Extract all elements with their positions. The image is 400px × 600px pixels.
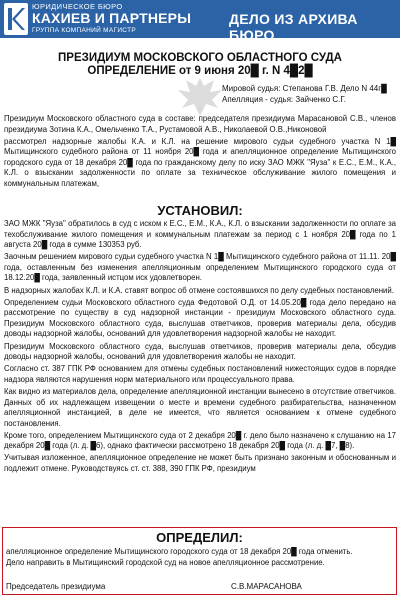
signature-title: Председатель президиума: [6, 582, 106, 591]
body-paragraph: Учитывая изложенное, апелляционное определение не может быть признано законным и обоснованным и подлежит отмене. Руководствуясь ст. ст. 388, 390 ГПК РФ, президиум: [4, 453, 396, 474]
ustanovil-heading: УСТАНОВИЛ:: [157, 203, 243, 218]
body-paragraph: Президиум Московского областного суда, выслушав ответчиков, проверив материалы дела, обсудив доводы надзорной жалобы, оснований для удовлетворения жалобы не находит.: [4, 341, 396, 362]
body-paragraph: Определением судьи Московского областного суда Федотовой О.Д. от 14.05.20█ года дело передано на рассмотрение по существу в суд надзорной инстанции - президиум Московского областного суда. Президиум Московского областного суда, выслушав ответчиков, проверив материалы дела, обсудив доводы надзорной жалобы, оснований для удовлетворения надзорной жалобы не находит.: [4, 297, 396, 339]
intro-paragraph: Президиум Московского областного суда в составе: председателя президиума Марасановой С.В., членов президиума Зотина К.А., Омельченко Т.А., Рустамовой А.В., Николаевой О.В.,Никоновой: [4, 114, 396, 134]
appeal-judge-line: Апелляция - судья: Зайченко С.Г.: [222, 95, 346, 104]
magistrate-judge-line: Мировой судья: Степанова Г.В. Дело N 44г█: [222, 84, 387, 93]
decision-text: [6, 547, 394, 568]
body-paragraph: ЗАО МЖК "Яуза" обратилось в суд с иском к Е.С., Е.М., К.А., К.Л. о взыскании задолженности по оплате за техобслуживание жилого помещения и коммунальным платежам за период с 1 ноября 20█ года по 1 августа 20█ года в сумме 130353 руб.: [4, 219, 396, 250]
header-banner: [0, 0, 400, 43]
body-paragraph: Согласно ст. 387 ГПК РФ основанием для отмены судебных постановлений нижестоящих судов в порядке надзора являются нарушения норм материального или процессуального права.: [4, 364, 396, 384]
firm-subtitle: ЮРИДИЧЕСКОЕ БЮРО: [32, 2, 123, 11]
body-paragraph: Кроме того, определением Мытищинского суда от 2 декабря 20█ г. дело было назначено к слушанию на 17 декабря 20█ года (л. д. █6), однако фактически рассмотрено 18 декабря 20█ года (л. д. █7, █8).: [4, 430, 396, 451]
archive-label: ДЕЛО ИЗ АРХИВА БЮРО: [229, 11, 358, 43]
decision-box: [2, 527, 397, 595]
firm-group: ГРУППА КОМПАНИЙ МАГИСТР: [32, 27, 136, 34]
opredelil-heading: ОПРЕДЕЛИЛ:: [156, 530, 243, 545]
firm-name: КАХИЕВ И ПАРТНЕРЫ: [32, 10, 192, 26]
body-paragraph: Заочным решением мирового судьи судебного участка N 1█ Мытищинского судебного района от 11.11. 20█ года, оставленным без изменения апелляционным определением Мытищинского городского суда от 18.12.20█ года, заявленный истцом иск удовлетворен.: [4, 252, 396, 283]
intro-paragraph: рассмотрел надзорные жалобы К.А. и К.Л. на решение мирового судьи судебного участка N 1█ Мытищинского судебного района от 11 ноября 20█ года и апелляционное определение Мытищинского городского суда от 18 декабря 20█ года по гражданскому делу по иску ЗАО МЖК "Яуза" к Е.С., Е.М., К.А., К.Л. о взыскании задолженности по оплате за техническое обслуживание жилого помещения и коммунальным платежам,: [4, 136, 396, 189]
decision-paragraph: апелляционное определение Мытищинского городского суда от 18 декабря 20█ года отменить.: [6, 547, 353, 556]
document-ruling-title: ОПРЕДЕЛЕНИЕ от 9 июня 20█ г. N 4█2█: [87, 65, 313, 77]
signature-name: С.В.МАРАСАНОВА: [231, 582, 302, 591]
decision-paragraph: Дело направить в Мытищинский городской суд на новое апелляционное рассмотрение.: [6, 557, 325, 567]
logo-k-icon: [6, 6, 26, 32]
body-paragraph: В надзорных жалобах К.Л. и К.А. ставят вопрос об отмене состоявшихся по делу судебных постановлений.: [4, 285, 394, 295]
main-section: [4, 219, 396, 476]
intro-section: [4, 114, 396, 191]
firm-logo: [4, 3, 28, 35]
document-court-title: ПРЕЗИДИУМ МОСКОВСКОГО ОБЛАСТНОГО СУДА: [58, 52, 342, 64]
body-paragraph: Как видно из материалов дела, определение апелляционной инстанции вынесено в отсутствие ответчиков. Данных об их надлежащем извещении о месте и времени судебного разбирательства, назначенном апелляционной инстанцией, в деле не имеется, что является основанием к отмене судебного постановления.: [4, 386, 396, 428]
